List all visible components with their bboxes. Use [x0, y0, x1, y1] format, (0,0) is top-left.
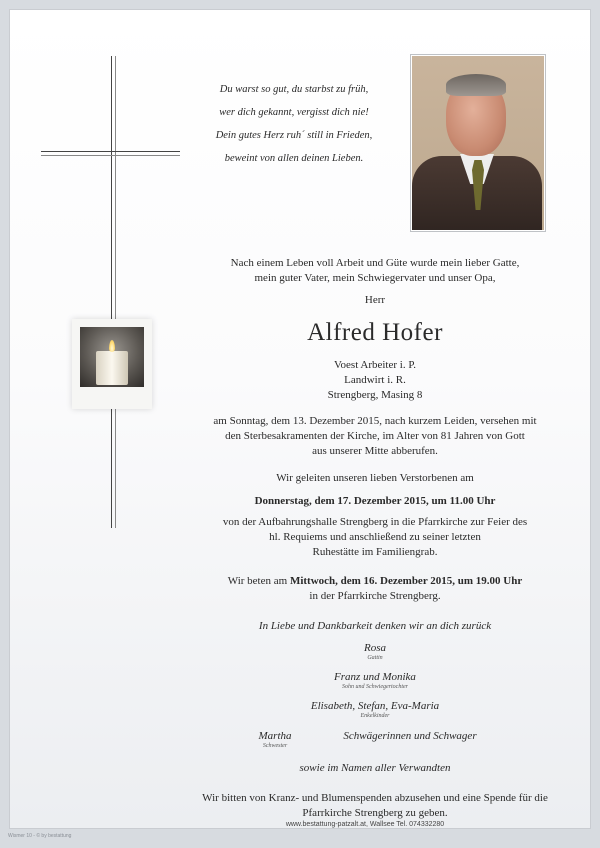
funeral-place-line: von der Aufbahrungshalle Strengberg in die Pfarrkirche zur Feier des: [222, 516, 528, 528]
funeral-place-line: Ruhestätte im Familiengrab.: [312, 546, 438, 558]
funeral-intro: Wir geleiten unseren lieben Verstorbenen am: [276, 472, 474, 484]
cross-horizontal-beam: [41, 151, 180, 156]
verse-line: beweint von allen deinen Lieben.: [224, 153, 364, 164]
portrait-hair: [446, 74, 506, 96]
mourner-role: Enkelkinder: [360, 713, 390, 719]
footer-contact: www.bestattung-patzalt.at, Wallsee Tel. 074332280: [285, 821, 445, 828]
prayer-notice: [175, 574, 575, 604]
passing-line: den Sterbesakramenten der Kirche, im Alter von 81 Jahren von Gott: [225, 430, 525, 442]
title-line: Voest Arbeiter i. P.: [334, 359, 416, 371]
title-line: Landwirt i. R.: [344, 374, 406, 386]
intro-line: Nach einem Leben voll Arbeit und Güte wurde mein lieber Gatte,: [230, 257, 520, 269]
relatives-line: sowie im Namen aller Verwandten: [299, 762, 451, 774]
mourner-name: Martha: [258, 730, 292, 742]
gratitude-line: In Liebe und Dankbarkeit denken wir an dich zurück: [258, 620, 492, 632]
cross-vertical-beam: [111, 56, 116, 528]
mourner-rosa: [310, 642, 440, 661]
prayer-date: Mittwoch, dem 16. Dezember 2015, um 19.00 Uhr: [289, 575, 523, 587]
mourner-name: Rosa: [364, 642, 386, 654]
mourner-franz: [295, 671, 455, 690]
passing-line: aus unserer Mitte abberufen.: [312, 445, 438, 457]
candle-image: [72, 319, 152, 409]
mourner-name: Franz und Monika: [334, 671, 416, 683]
image-credit: Wismer 10 - © by bestattung: [8, 833, 72, 839]
funeral-place-line: hl. Requiems und anschließend zu seiner letzten: [269, 531, 481, 543]
passing-line: am Sonntag, dem 13. Dezember 2015, nach kurzem Leiden, versehen mit: [213, 415, 537, 427]
mourner-grandchildren: [270, 700, 480, 719]
passing-notice: [175, 414, 575, 459]
candle-icon: [80, 327, 144, 387]
intro-text: [175, 256, 575, 286]
request-line: Pfarrkirche Strengberg zu geben.: [302, 807, 448, 819]
prayer-place: in der Pfarrkirche Strengberg.: [309, 590, 441, 602]
prayer-line: [175, 574, 575, 589]
mourner-role: Gattin: [367, 655, 383, 661]
funeral-place: [175, 515, 575, 560]
title-line: Strengberg, Masing 8: [327, 389, 423, 401]
verse-line: wer dich gekannt, vergisst dich nie!: [219, 107, 369, 118]
portrait-photo: [410, 54, 546, 232]
mourner-in-laws: [330, 730, 490, 742]
mourner-role: Schwester: [262, 743, 288, 749]
memorial-verse: [190, 78, 398, 170]
mourner-name: Elisabeth, Stefan, Eva-Maria: [310, 700, 440, 712]
deceased-titles: [175, 358, 575, 403]
flame-icon: [109, 340, 115, 352]
verse-line: Du warst so gut, du starbst zu früh,: [219, 84, 369, 95]
donation-request: [175, 791, 575, 821]
funeral-date: Donnerstag, dem 17. Dezember 2015, um 11.00 Uhr: [254, 495, 496, 507]
deceased-name: Alfred Hofer: [307, 319, 443, 346]
parte-sheet: [9, 9, 591, 829]
verse-line: Dein gutes Herz ruh´ still in Frieden,: [215, 130, 373, 141]
portrait-image: [412, 56, 544, 230]
prayer-prefix: Wir beten am: [227, 575, 290, 587]
request-line: Wir bitten von Kranz- und Blumenspenden abzusehen und eine Spende für die: [202, 792, 548, 804]
intro-line: mein guter Vater, mein Schwiegervater und unser Opa,: [254, 272, 496, 284]
salutation: Herr: [364, 294, 386, 306]
mourner-name: Schwägerinnen und Schwager: [343, 730, 477, 742]
candle-body: [96, 351, 128, 385]
mourner-role: Sohn und Schwiegertochter: [342, 684, 408, 690]
mourner-martha: [230, 730, 320, 749]
